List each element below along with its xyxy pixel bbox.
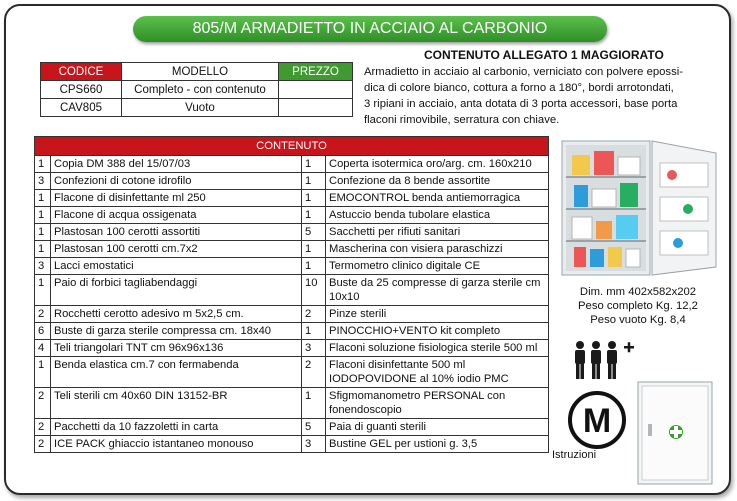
item-cell: ICE PACK ghiaccio istantaneo monouso [51, 436, 302, 453]
item-cell: Termometro clinico digitale CE [326, 258, 549, 275]
qty-cell: 1 [35, 275, 51, 306]
qty-cell: 1 [35, 241, 51, 258]
qty-cell: 5 [302, 224, 326, 241]
qty-cell: 1 [302, 156, 326, 173]
item-cell: Buste da 25 compresse di garza sterile cm 10x10 [326, 275, 549, 306]
description-line: flaconi rimovibile, serratura con chiave. [364, 114, 560, 126]
table-row [35, 436, 549, 453]
people-plus-icon [572, 340, 644, 382]
qty-cell: 5 [302, 419, 326, 436]
price-cell [279, 81, 353, 99]
allegato-heading: CONTENUTO ALLEGATO 1 MAGGIORATO [424, 48, 664, 62]
qty-cell: 1 [302, 241, 326, 258]
qty-cell: 1 [35, 190, 51, 207]
item-cell: Teli triangolari TNT cm 96x96x136 [51, 340, 302, 357]
table-row [35, 306, 549, 323]
code-header: CODICE [41, 63, 122, 81]
qty-cell: 1 [35, 207, 51, 224]
qty-cell: 2 [35, 436, 51, 453]
qty-cell: 3 [35, 258, 51, 275]
item-cell: Paio di forbici tagliabendaggi [51, 275, 302, 306]
qty-cell: 3 [302, 340, 326, 357]
table-row [35, 275, 549, 306]
item-cell: Lacci emostatici [51, 258, 302, 275]
item-cell: EMOCONTROL benda antiemorragica [326, 190, 549, 207]
table-row [35, 323, 549, 340]
istruzioni-label: Istruzioni [552, 449, 597, 461]
qty-cell: 1 [35, 224, 51, 241]
m-logo-icon [567, 390, 627, 450]
qty-cell: 10 [302, 275, 326, 306]
table-row [35, 241, 549, 258]
qty-cell: 1 [302, 388, 326, 419]
contents-table [34, 136, 549, 453]
contents-header: CONTENUTO [35, 137, 549, 156]
qty-cell: 3 [302, 436, 326, 453]
closed-cabinet-image [636, 380, 716, 488]
item-cell: Sacchetti per rifiuti sanitari [326, 224, 549, 241]
logo-letter: M [582, 402, 612, 440]
item-cell: Flacone di disinfettante ml 250 [51, 190, 302, 207]
table-row [35, 156, 549, 173]
table-row [35, 207, 549, 224]
item-cell: Confezione da 8 bende assortite [326, 173, 549, 190]
table-row [41, 99, 353, 117]
qty-cell: 2 [35, 306, 51, 323]
table-row [35, 419, 549, 436]
code-cell: CPS660 [41, 81, 122, 99]
table-row [35, 388, 549, 419]
table-row [35, 173, 549, 190]
spec-weight-full: Peso completo Kg. 12,2 [578, 300, 698, 312]
model-cell: Vuoto [122, 99, 279, 117]
item-cell: PINOCCHIO+VENTO kit completo [326, 323, 549, 340]
item-cell: Paia di guanti sterili [326, 419, 549, 436]
item-cell: Mascherina con visiera paraschizzi [326, 241, 549, 258]
item-cell: Plastosan 100 cerotti assortiti [51, 224, 302, 241]
item-cell: Buste di garza sterile compressa cm. 18x40 [51, 323, 302, 340]
item-cell: Flaconi disinfettante 500 ml IODOPOVIDONE al 10% iodio PMC [326, 357, 549, 388]
description [364, 64, 710, 128]
table-row [35, 258, 549, 275]
table-row [41, 81, 353, 99]
qty-cell: 2 [302, 357, 326, 388]
qty-cell: 4 [35, 340, 51, 357]
item-cell: Rocchetti cerotto adesivo m 5x2,5 cm. [51, 306, 302, 323]
qty-cell: 2 [35, 419, 51, 436]
spec-dimensions: Dim. mm 402x582x202 [579, 286, 697, 298]
qty-cell: 2 [35, 388, 51, 419]
item-cell: Flacone di acqua ossigenata [51, 207, 302, 224]
model-cell: Completo - con contenuto [122, 81, 279, 99]
qty-cell: 1 [35, 156, 51, 173]
table-row [35, 224, 549, 241]
open-cabinet-image [560, 137, 720, 279]
specs [558, 285, 718, 327]
qty-cell: 6 [35, 323, 51, 340]
table-row [35, 357, 549, 388]
item-cell: Sfigmomanometro PERSONAL con fonendoscopio [326, 388, 549, 419]
qty-cell: 1 [35, 357, 51, 388]
codes-table [40, 62, 353, 117]
item-cell: Pinze sterili [326, 306, 549, 323]
item-cell: Benda elastica cm.7 con fermabenda [51, 357, 302, 388]
spec-weight-empty: Peso vuoto Kg. 8,4 [590, 314, 686, 326]
qty-cell: 1 [302, 258, 326, 275]
code-cell: CAV805 [41, 99, 122, 117]
item-cell: Astuccio benda tubolare elastica [326, 207, 549, 224]
qty-cell: 1 [302, 323, 326, 340]
table-row [35, 190, 549, 207]
item-cell: Confezioni di cotone idrofilo [51, 173, 302, 190]
qty-cell: 3 [35, 173, 51, 190]
price-header: PREZZO [279, 63, 353, 81]
price-cell [279, 99, 353, 117]
item-cell: Bustine GEL per ustioni g. 3,5 [326, 436, 549, 453]
qty-cell: 2 [302, 306, 326, 323]
description-line: dica di colore bianco, cottura a forno a 180°, bordi arrotondati, [364, 82, 674, 94]
item-cell: Pacchetti da 10 fazzoletti in carta [51, 419, 302, 436]
qty-cell: 1 [302, 207, 326, 224]
description-line: Armadietto in acciaio al carbonio, verniciato con polvere epossi- [364, 66, 683, 78]
page-title: 805/M ARMADIETTO IN ACCIAIO AL CARBONIO [133, 16, 607, 42]
item-cell: Copia DM 388 del 15/07/03 [51, 156, 302, 173]
qty-cell: 1 [302, 190, 326, 207]
model-header: MODELLO [122, 63, 279, 81]
item-cell: Flaconi soluzione fisiologica sterile 500 ml [326, 340, 549, 357]
item-cell: Teli sterili cm 40x60 DIN 13152-BR [51, 388, 302, 419]
description-line: 3 ripiani in acciaio, anta dotata di 3 porta accessori, base porta [364, 98, 678, 110]
item-cell: Coperta isotermica oro/arg. cm. 160x210 [326, 156, 549, 173]
table-row [35, 340, 549, 357]
item-cell: Plastosan 100 cerotti cm.7x2 [51, 241, 302, 258]
qty-cell: 1 [302, 173, 326, 190]
